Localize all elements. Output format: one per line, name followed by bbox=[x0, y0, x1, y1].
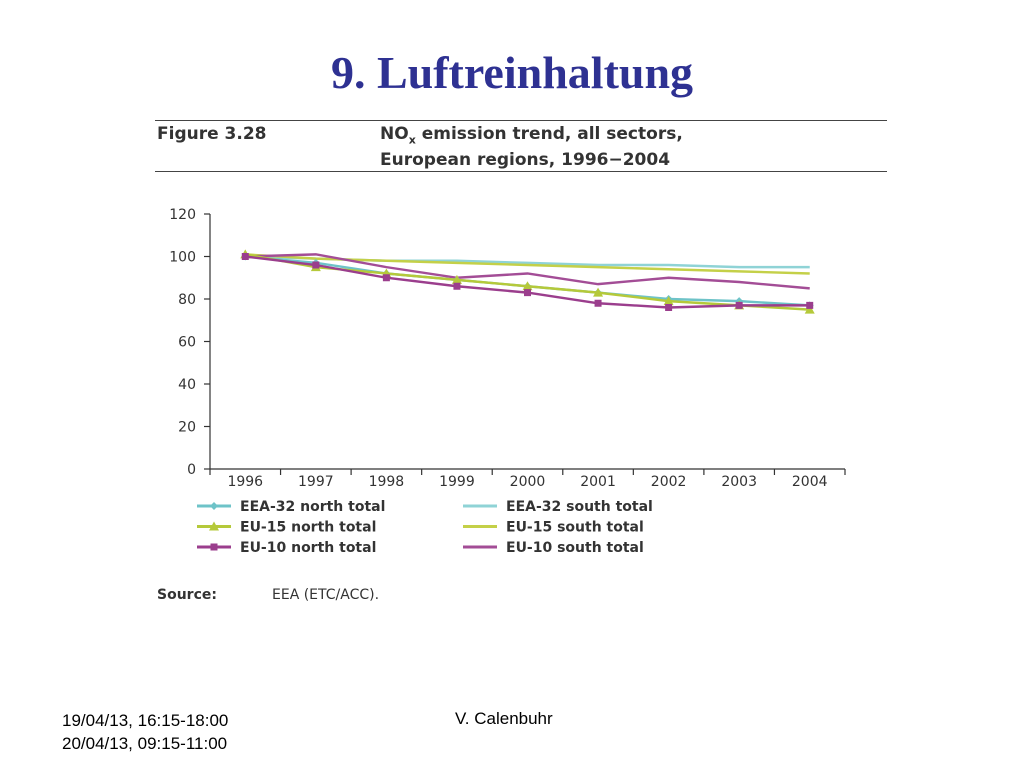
figure-number: Figure 3.28 bbox=[157, 124, 267, 144]
legend-item bbox=[463, 499, 653, 515]
y-tick-label: 120 bbox=[169, 207, 196, 223]
y-tick-label: 80 bbox=[178, 292, 196, 308]
series-point bbox=[736, 302, 743, 309]
legend-label: EU-15 south total bbox=[506, 519, 644, 536]
x-tick-label: 1999 bbox=[439, 474, 475, 490]
series-point bbox=[453, 283, 460, 290]
slide-title: 9. Luftreinhaltung bbox=[330, 47, 694, 98]
legend-label: EU-15 north total bbox=[240, 519, 377, 536]
x-tick-label: 2004 bbox=[791, 474, 828, 490]
figure-title-subscript: x bbox=[408, 133, 416, 147]
footer-dates bbox=[62, 709, 228, 755]
figure-title-no: NO bbox=[380, 124, 409, 144]
series-point bbox=[524, 289, 531, 296]
series-point bbox=[211, 544, 218, 551]
x-tick-label: 1998 bbox=[368, 474, 405, 490]
legend-item bbox=[197, 499, 385, 515]
source-value: EEA (ETC/ACC). bbox=[272, 587, 380, 603]
series-point bbox=[242, 253, 249, 260]
x-tick-label: 2000 bbox=[509, 474, 546, 490]
legend-item bbox=[463, 520, 644, 536]
x-tick-label: 2001 bbox=[580, 474, 616, 490]
figure-title-rest: emission trend, all sectors, bbox=[415, 124, 683, 144]
source-label: Source: bbox=[157, 587, 217, 603]
x-tick-label: 2002 bbox=[650, 474, 687, 490]
series-point bbox=[383, 274, 390, 281]
footer-author: V. Calenbuhr bbox=[455, 709, 553, 728]
legend-label: EEA-32 north total bbox=[240, 499, 386, 515]
y-tick-label: 40 bbox=[178, 377, 196, 393]
x-tick-label: 2003 bbox=[721, 474, 757, 490]
y-tick-label: 0 bbox=[187, 462, 196, 478]
x-tick-label: 1997 bbox=[298, 474, 334, 490]
footer-date-1: 19/04/13, 16:15-18:00 bbox=[62, 711, 229, 730]
y-tick-label: 60 bbox=[178, 334, 196, 351]
series-point bbox=[665, 304, 672, 311]
series-point bbox=[806, 302, 813, 309]
legend-item bbox=[197, 520, 376, 536]
legend-label: EEA-32 south total bbox=[506, 499, 653, 515]
footer-date-2: 20/04/13, 09:15-11:00 bbox=[62, 734, 228, 753]
legend-label: EU-10 north total bbox=[240, 540, 377, 556]
series-point bbox=[595, 300, 602, 307]
legend-item bbox=[197, 540, 376, 556]
legend-item bbox=[463, 540, 644, 556]
figure-title-line2: European regions, 1996−2004 bbox=[380, 150, 671, 171]
legend-label: EU-10 south total bbox=[506, 540, 644, 556]
series-point bbox=[312, 262, 319, 269]
x-tick-label: 1996 bbox=[227, 474, 264, 490]
y-tick-label: 20 bbox=[178, 419, 196, 436]
y-tick-label: 100 bbox=[169, 249, 196, 266]
series-point bbox=[210, 502, 218, 510]
